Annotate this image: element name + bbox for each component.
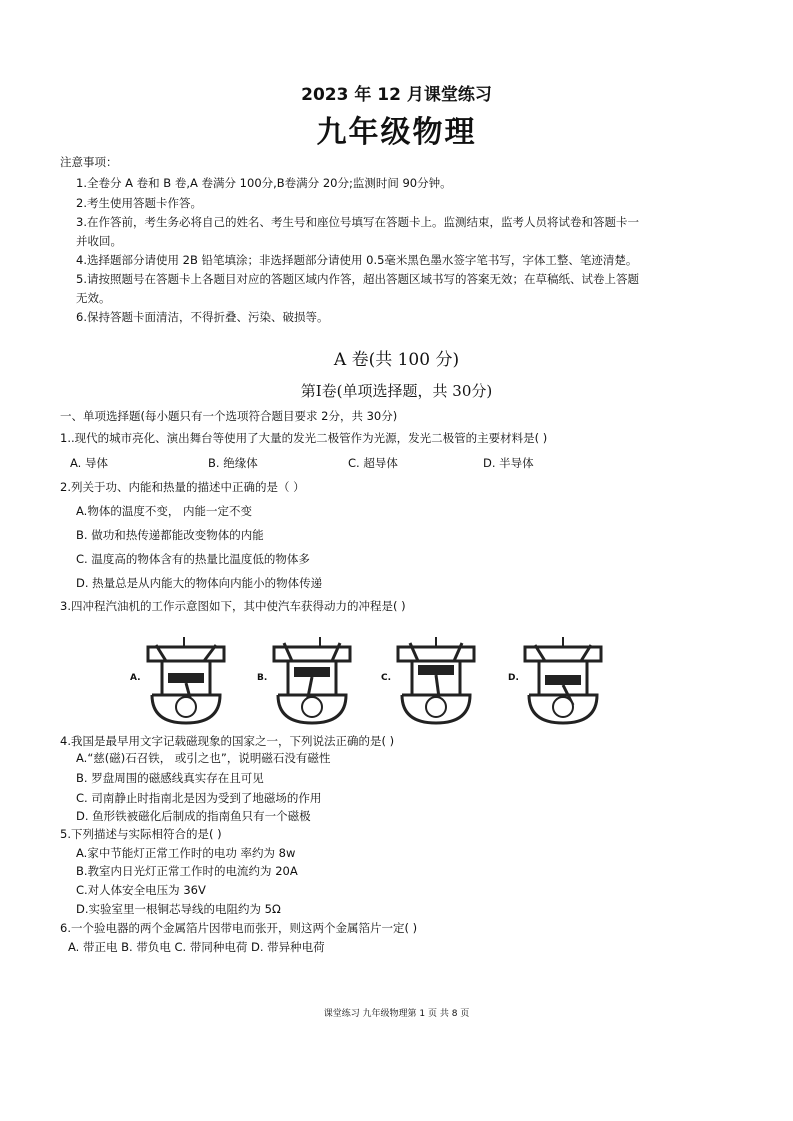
question-3-stem: 3.四冲程汽油机的工作示意图如下，其中使汽车获得动力的冲程是( ) (60, 599, 406, 613)
notes-item: 并收回。 (76, 234, 122, 248)
notes-item: 3.在作答前，考生务必将自己的姓名、考生号和座位号填写在答题卡上。监测结束，监考人员将试卷和答题卡一 (76, 215, 639, 229)
question-1-option-c: C. 超导体 (348, 456, 398, 470)
engine-label-b: B. (257, 673, 268, 683)
question-5-option-c: C.对人体安全电压为 36V (76, 883, 206, 897)
engine-diagram-a (146, 635, 226, 725)
question-2-option-b: B. 做功和热传递都能改变物体的内能 (76, 528, 264, 542)
engine-diagram-b (272, 635, 352, 725)
page-footer: 课堂练习 九年级物理第 1 页 共 8 页 (323, 1009, 470, 1019)
section-subtitle: 第Ⅰ卷(单项选择题，共 30分) (300, 382, 493, 400)
notes-item: 1.全卷分 A 卷和 B 卷,A 卷满分 100分,B卷满分 20分;监测时间 90分钟。 (76, 176, 452, 190)
question-1-option-a: A. 导体 (70, 456, 108, 470)
question-1-stem: 1..现代的城市亮化、演出舞台等使用了大量的发光二极管作为光源，发光二极管的主要材料是( ) (60, 431, 548, 445)
question-2-option-a: A.物体的温度不变， 内能一定不变 (76, 504, 252, 518)
engine-label-a: A. (130, 673, 141, 683)
question-2-option-d: D. 热量总是从内能大的物体向内能小的物体传递 (76, 576, 323, 590)
question-1-option-b: B. 绝缘体 (208, 456, 258, 470)
engine-diagram-c (396, 635, 476, 725)
section-instruction: 一、单项选择题(每小题只有一个选项符合题目要求 2分，共 30分) (60, 409, 398, 423)
question-4-option-d: D. 鱼形铁被磁化后制成的指南鱼只有一个磁极 (76, 809, 311, 823)
notes-item: 2.考生使用答题卡作答。 (76, 196, 202, 210)
question-1-option-d: D. 半导体 (483, 456, 534, 470)
question-5-stem: 5.下列描述与实际相符合的是( ) (60, 827, 222, 841)
question-5-option-a: A.家中节能灯正常工作时的电功 率约为 8w (76, 846, 296, 860)
question-4-option-c: C. 司南静止时指南北是因为受到了地磁场的作用 (76, 791, 322, 805)
question-2-stem: 2.列关于功、内能和热量的描述中正确的是（ ） (60, 480, 305, 494)
question-5-option-b: B.教室内日光灯正常工作时的电流约为 20A (76, 864, 298, 878)
question-4-stem: 4.我国是最早用文字记载磁现象的国家之一，下列说法正确的是( ) (60, 734, 395, 748)
engine-diagram-d (523, 635, 603, 725)
question-6-stem: 6.一个验电器的两个金属箔片因带电而张开，则这两个金属箔片一定( ) (60, 921, 418, 935)
question-6-options: A. 带正电 B. 带负电 C. 带同种电荷 D. 带异种电荷 (68, 940, 325, 954)
exam-date-title: 2023 年 12 月课堂练习 (301, 85, 492, 105)
engine-label-d: D. (508, 673, 519, 683)
notes-item: 5.请按照题号在答题卡上各题目对应的答题区域内作答，超出答题区域书写的答案无效；在草稿纸、试卷上答题 (76, 272, 639, 286)
section-title: A 卷(共 100 分) (333, 350, 460, 370)
question-2-option-c: C. 温度高的物体含有的热量比温度低的物体多 (76, 552, 310, 566)
notes-item: 无效。 (76, 291, 111, 305)
question-4-option-b: B. 罗盘周围的磁感线真实存在且可见 (76, 771, 264, 785)
exam-subject-title: 九年级物理 (316, 115, 477, 150)
notes-item: 6.保持答题卡面清洁，不得折叠、污染、破损等。 (76, 310, 329, 324)
engine-label-c: C. (381, 673, 392, 683)
notes-item: 4.选择题部分请使用 2B 铅笔填涂；非选择题部分请使用 0.5毫米黑色墨水签字笔书写，字体工整、笔迹清楚。 (76, 253, 638, 267)
question-5-option-d: D.实验室里一根铜芯导线的电阻约为 5Ω (76, 902, 281, 916)
notes-heading: 注意事项： (60, 155, 118, 169)
question-4-option-a: A.“慈(磁)石召铁， 或引之也”，说明磁石没有磁性 (76, 751, 331, 765)
